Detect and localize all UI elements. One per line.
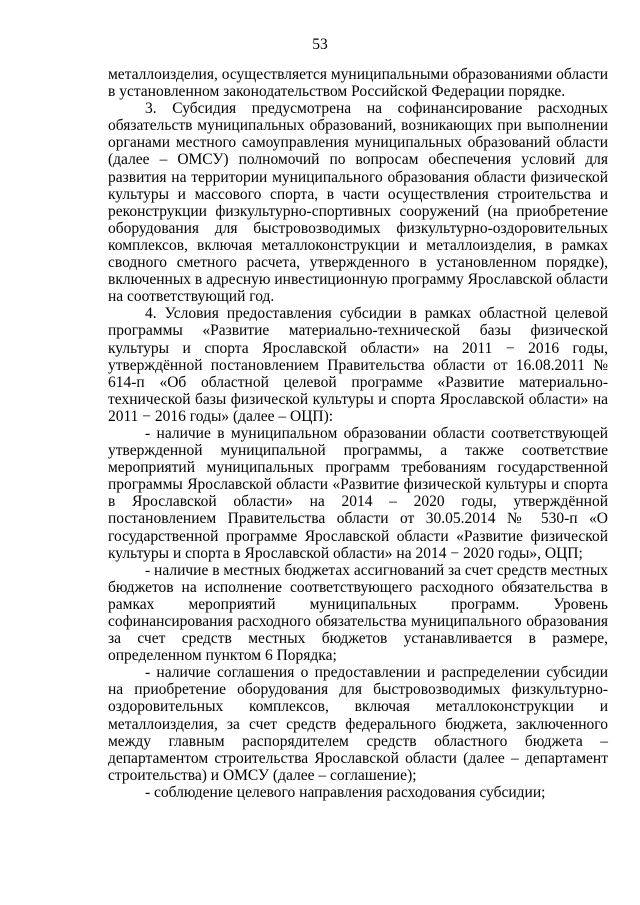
paragraph-item-4: 4. Условия предоставления субсидии в рамках областной целевой программы «Развитие материально-технической базы физической культуры и спорта Ярославской области» на 2011 − 2016 годы, утверждённой постановлением Правительства области от 16.08.2011 № 614-п «Об областной целевой программе «Развитие материально-технической базы физической культуры и спорта Ярославской области» на 2011 − 2016 годы» (далее – ОЦП): [108, 305, 608, 425]
paragraph-item-3: 3. Субсидия предусмотрена на софинансирование расходных обязательств муниципальных образований, возникающих при выполнении органами местного самоуправления муниципальных образований области (далее – ОМСУ) полномочий по вопросам обеспечения условий для развития на территории муниципального образования области физической культуры и массового спорта, в части осуществления строительства и реконструкции физкультурно-спортивных сооружений (на приобретение оборудования для быстровозводимых физкультурно-оздоровительных комплексов, включая металлоконструкции и металлоизделия, в рамках сводного сметного расчета, утвержденного в установленном порядке), включенных в адресную инвестиционную программу Ярославской области на соответствующий год. [108, 100, 608, 306]
list-item-local-budget: - наличие в местных бюджетах ассигнований за счет средств местных бюджетов на исполнение соответствующего расходного обязательства в рамках мероприятий муниципальных программ. Уровень софинансирования расходного обязательства муниципального образования за счет средств местных бюджетов устанавливается в размере, определенном пунктом 6 Порядка; [108, 561, 608, 665]
paragraph-continuation: металлоизделия, осуществляется муниципальными образованиями области в установленном законодательством Российской Федерации порядке. [108, 66, 608, 101]
list-item-target-use: - соблюдение целевого направления расходования субсидии; [145, 783, 546, 801]
list-item-municipal-program: - наличие в муниципальном образовании области соответствующей утвержденной муниципальной программы, а также соответствие мероприятий муниципальных программ требованиям государственной программы Ярославской области «Развитие физической культуры и спорта в Ярославской области» на 2014 – 2020 годы, утверждённой постановлением Правительства области от 30.05.2014 № 530-п «О государственной программе Ярославской области «Развитие физической культуры и спорта в Ярославской области» на 2014 − 2020 годы», ОЦП; [108, 424, 608, 562]
body-text [108, 66, 608, 801]
page-number: 53 [312, 36, 328, 53]
list-item-agreement: - наличие соглашения о предоставлении и распределении субсидии на приобретение оборудования для быстровозводимых физкультурно-оздоровительных комплексов, включая металлоконструкции и металлоизделия, за счет средств федерального бюджета, заключенного между главным распорядителем средств областного бюджета – департаментом строительства Ярославской области (далее – департамент строительства) и ОМСУ (далее – соглашение); [108, 664, 608, 784]
